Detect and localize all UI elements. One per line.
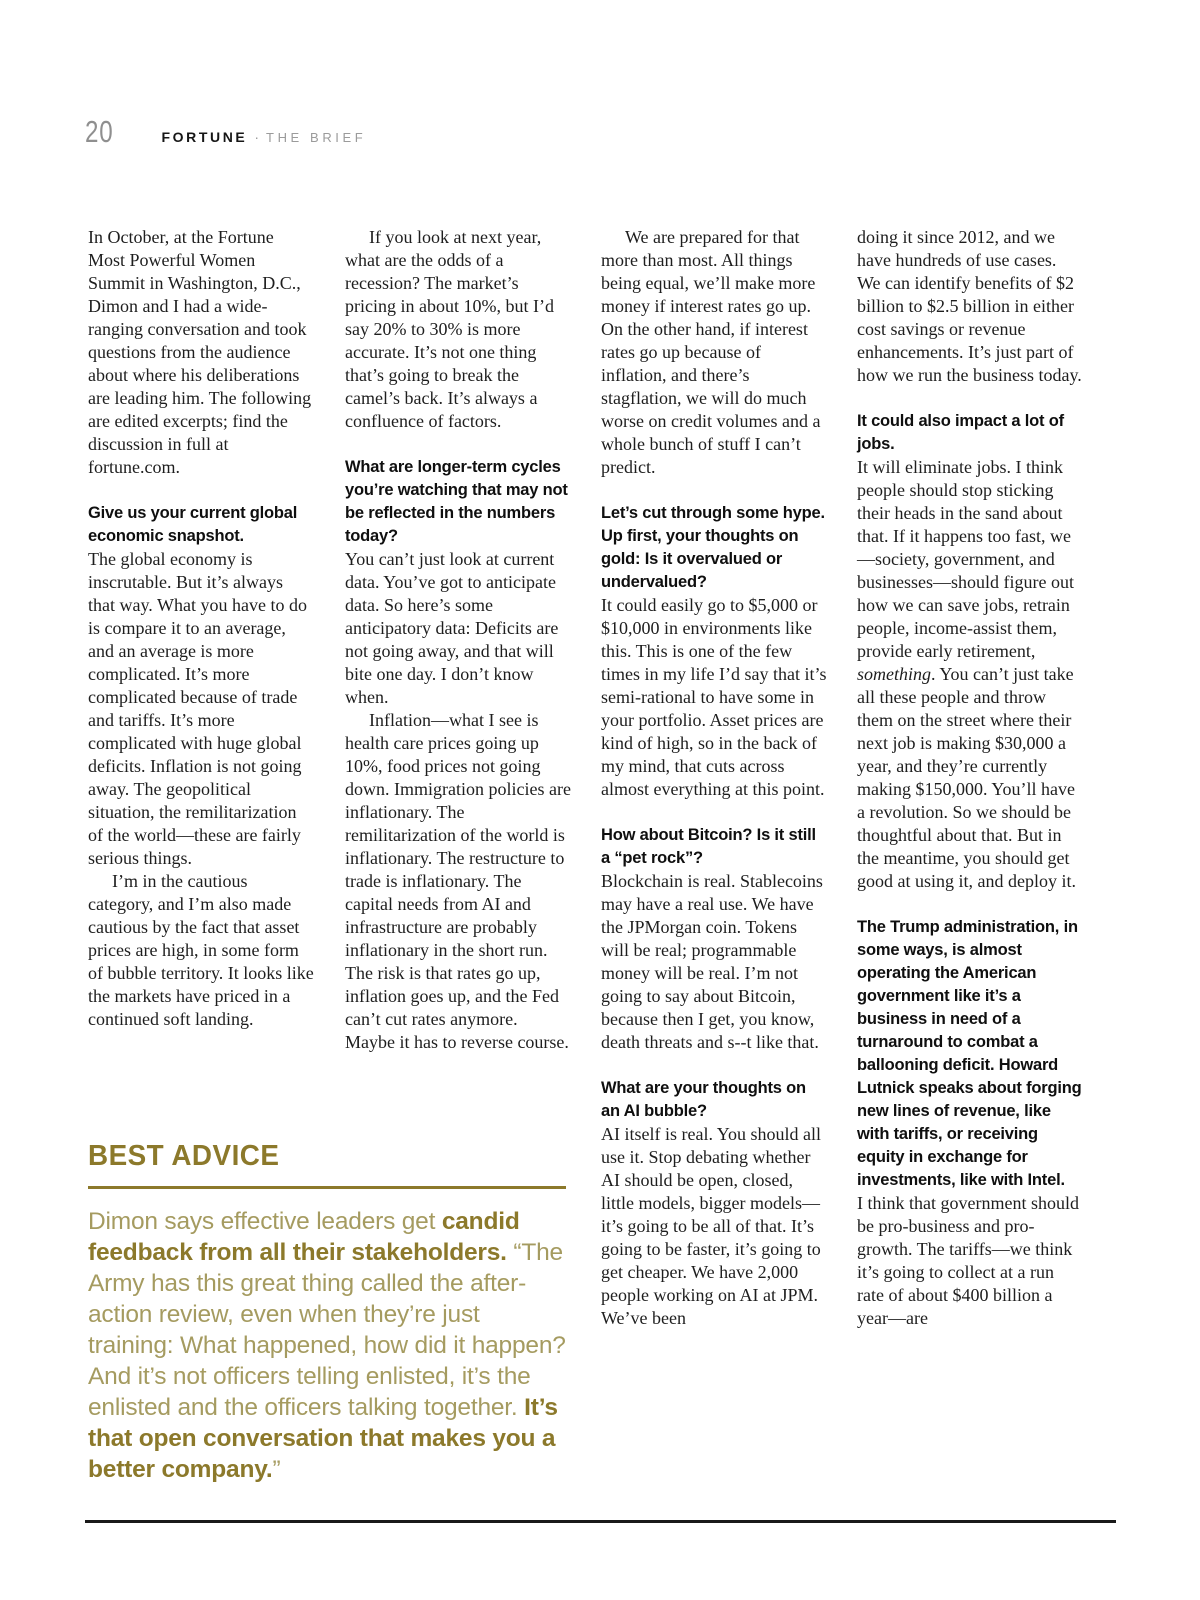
text-column-1 — [88, 226, 314, 1031]
interview-answer: Inflation—what I see is health care prices going up 10%, food prices not going down. Immigration policies are inflationary. The remilitarization of the world is inflationary. The restructure to trade is inflationary. The capital needs from AI and infrastructure are probably inflationary in the short run. The risk is that rates go up, inflation goes up, and the Fed can’t cut rates anymore. Maybe it has to reverse course. — [345, 710, 571, 1052]
quote-text: ” — [272, 1456, 281, 1483]
interview-answer: You can’t just look at current data. You’ve got to anticipate data. So here’s some anticipatory data: Deficits are not going away, and that will bite one day. I don’t know when. — [345, 549, 559, 707]
interview-answer: I’m in the cautious category, and I’m also made cautious by the fact that asset prices are high, in some form of bubble territory. It looks like the markets have priced in a continued soft landing. — [88, 871, 314, 1029]
separator-dot: · — [254, 129, 260, 145]
best-advice-rule — [88, 1186, 566, 1189]
quote-bold-text: It’s that open conversation that makes you a better company. — [88, 1394, 558, 1483]
interview-answer: I think that government should be pro-business and pro-growth. The tariffs—we think it’s going to collect at a run rate of about $400 billion a year—are — [857, 1193, 1079, 1328]
text-column-4 — [857, 226, 1083, 1330]
interview-answer: AI itself is real. You should all use it. Stop debating whether AI should be open, closed, little models, bigger models—it’s going to be all of that. It’s going to be faster, it’s going to get cheaper. We have 2,000 people working on AI at JPM. We’ve been — [601, 1124, 821, 1328]
answer-text: It will eliminate jobs. I think people should stop sticking their heads in the sand about that. If it happens too fast, we—society, government, and businesses—should figure out how we can save jobs, retrain people, income-assist them, provide early retirement, — [857, 457, 1074, 661]
interview-answer: In October, at the Fortune Most Powerful Women Summit in Washington, D.C., Dimon and I had a wide-ranging conversation and took questions from the audience about where his deliberations are leading him. The following are edited excerpts; find the discussion in full at fortune.com. — [88, 227, 312, 477]
page-header — [85, 114, 366, 150]
interview-answer: We are prepared for that more than most. All things being equal, we’ll make more money if interest rates go up. On the other hand, if interest rates go up because of inflation, and there’s stagflation, we will do much worse on credit volumes and a whole bunch of stuff I can’t predict. — [601, 227, 821, 477]
emphasized-text: something — [857, 664, 931, 684]
interview-answer: The global economy is inscrutable. But it’s always that way. What you have to do is compare it to an average, and an average is more complicated. It’s more complicated because of trade and tariffs. It’s more complicated with huge global deficits. Inflation is not going away. The geopolitical situation, the remilitarization of the world—these are fairly serious things. — [88, 549, 307, 868]
section-title: THE BRIEF — [266, 130, 367, 145]
bottom-rule — [85, 1520, 1116, 1523]
quote-bold-text: candid feedback from all their stakeholders. — [88, 1208, 520, 1266]
page-number: 20 — [85, 114, 114, 149]
best-advice-quote — [88, 1206, 566, 1485]
interview-question: It could also impact a lot of jobs. — [857, 412, 1064, 453]
text-column-3 — [601, 226, 827, 1330]
interview-question: How about Bitcoin? Is it still a “pet rock”? — [601, 826, 816, 867]
interview-answer: If you look at next year, what are the odds of a recession? The market’s pricing in about 10%, but I’d say 20% to 30% is more accurate. It’s not one thing that’s going to break the camel’s back. It’s always a confluence of factors. — [345, 227, 554, 431]
interview-answer — [857, 456, 1083, 893]
magazine-brand: FORTUNE — [161, 129, 248, 145]
interview-answer: Blockchain is real. Stablecoins may have a real use. We have the JPMorgan coin. Tokens will be real; programmable money will be real. I’m not going to say about Bitcoin, because then I get, you know, death threats and s--t like that. — [601, 871, 823, 1052]
text-column-2 — [345, 226, 571, 1054]
best-advice-title: BEST ADVICE — [88, 1140, 280, 1172]
interview-question: Give us your current global economic snapshot. — [88, 504, 298, 545]
interview-question: The Trump administration, in some ways, is almost operating the American government like it’s a business in need of a turnaround to combat a ballooning deficit. Howard Lutnick speaks about forging new lines of revenue, like with tariffs, or receiving equity in exchange for investments, like with Intel. — [857, 918, 1082, 1189]
interview-answer: doing it since 2012, and we have hundreds of use cases. We can identify benefits of $2 billion to $2.5 billion in either cost savings or revenue enhancements. It’s just part of how we run the business today. — [857, 227, 1082, 385]
interview-question: What are your thoughts on an AI bubble? — [601, 1079, 806, 1120]
interview-answer: It could easily go to $5,000 or $10,000 in environments like this. This is one of the few times in my life I’d say that it’s semi-rational to have some in your portfolio. Asset prices are kind of high, so in the back of my mind, that cuts across almost everything at this point. — [601, 595, 827, 799]
answer-text: . You can’t just take all these people and throw them on the street where their next job is making $30,000 a year, and they’re currently making $150,000. You’ll have a revolution. So we should be thoughtful about that. But in the meantime, you should get good at using it, and deploy it. — [857, 664, 1076, 891]
quote-text: Dimon says effective leaders get — [88, 1208, 442, 1235]
quote-text: “The Army has this great thing called the after-action review, even when they’re just training: What happened, how did it happen? And it’s not officers telling enlisted, it’s the enlisted and the officers talking together. — [88, 1239, 566, 1421]
interview-question: Let’s cut through some hype. Up first, your thoughts on gold: Is it overvalued or undervalued? — [601, 504, 825, 591]
best-advice-callout — [88, 1140, 566, 1485]
interview-question: What are longer-term cycles you’re watching that may not be reflected in the numbers today? — [345, 458, 568, 545]
